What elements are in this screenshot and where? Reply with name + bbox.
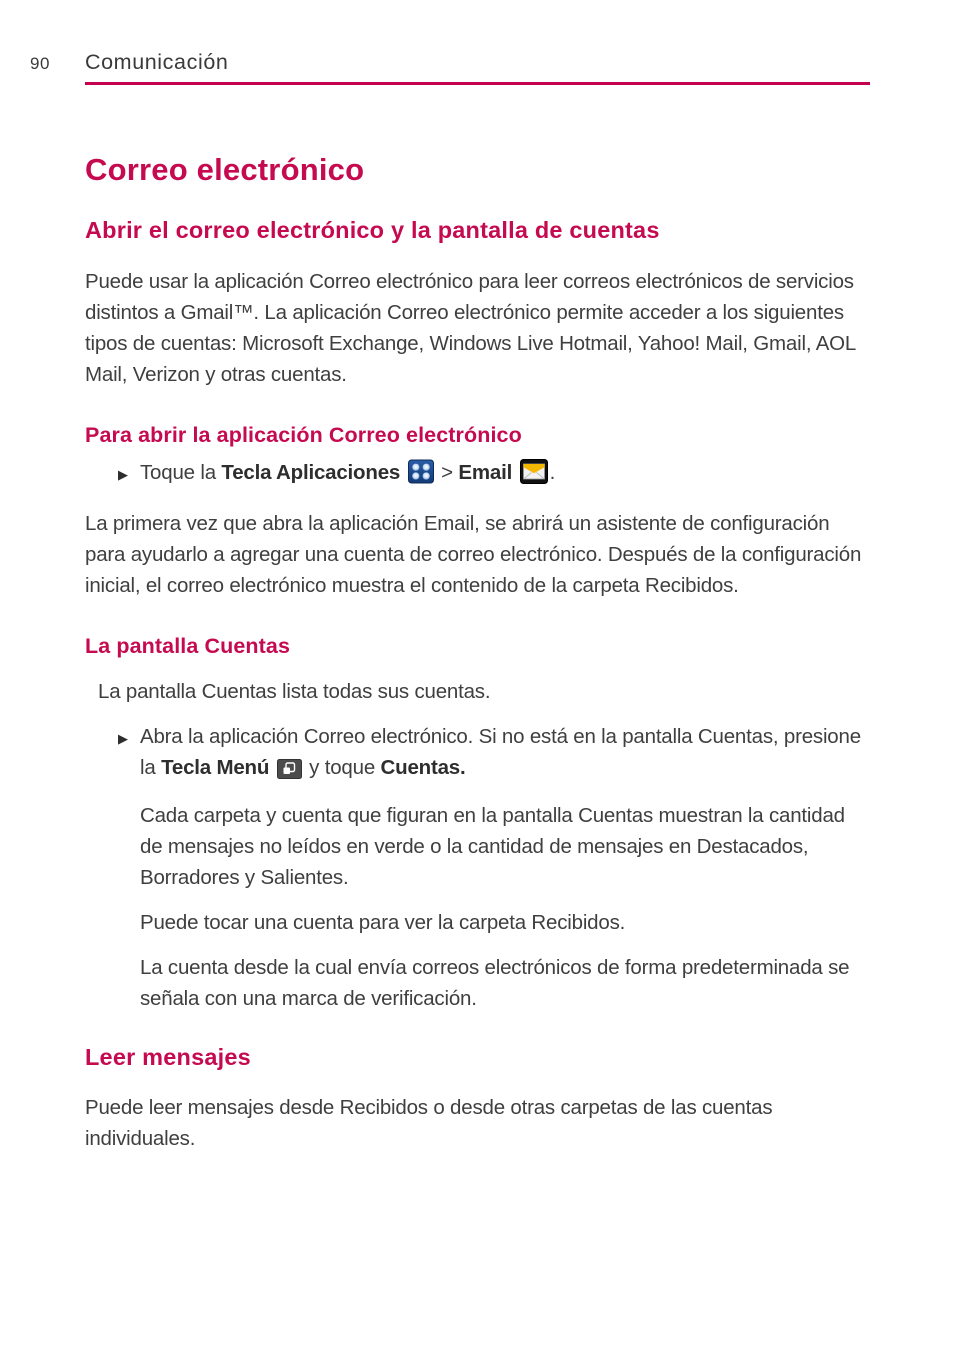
bullet-text-mid: > [435,461,459,484]
email-app-icon [520,459,548,494]
key-label-menu: Tecla Menú [161,756,270,779]
paragraph-touch-account: Puede tocar una cuenta para ver la carpeta Recibidos. [140,911,626,934]
chapter-title: Comunicación [85,50,229,74]
paragraph-lead: La pantalla Cuentas lista todas sus cuentas. [98,680,491,703]
page-title: Correo electrónico [85,152,365,187]
bullet-text-end: . [549,461,556,484]
bullet-open-email [85,457,870,494]
bullet-text-pre: Abra la aplicación Correo electrónico. Si no está en la pantalla Cuentas, presione la [140,725,861,779]
paragraph-intro: Puede usar la aplicación Correo electrónico para leer correos electrónicos de servicios distintos a Gmail™. La aplicación Correo electrónico permite acceder a los siguientes tipos de cuentas: Microsoft Exchange, Windows Live Hotmail, Yahoo! Mail, Gmail, AOL Mail, Verizon y otras cuentas. [85,270,856,386]
paragraph-first-time: La primera vez que abra la aplicación Email, se abrirá un asistente de configuración para ayudarlo a agregar una cuenta de correo electrónico. Después de la configuración inicial, el correo electrónico muestra el contenido de la carpeta Recibidos. [85,512,862,597]
bullet-triangle-icon: ▶ [118,731,128,746]
paragraph-default-account: La cuenta desde la cual envía correos electrónicos de forma predeterminada se señala con una marca de verificación. [140,956,850,1010]
key-label-aplicaciones: Tecla Aplicaciones [221,461,401,484]
bullet-open-accounts [85,721,870,788]
bullet-text-pre: Toque la [140,461,222,484]
bullet-triangle-icon: ▶ [118,467,128,482]
paragraph-folders: Cada carpeta y cuenta que figuran en la pantalla Cuentas muestran la cantidad de mensajes no leídos en verde o la cantidad de mensajes en Destacados, Borradores y Salientes. [140,804,845,889]
menu-key-icon [277,757,302,788]
heading-para-abrir: Para abrir la aplicación Correo electrónico [85,423,522,447]
heading-pantalla-cuentas: La pantalla Cuentas [85,634,291,658]
menu-item-cuentas: Cuentas. [380,756,466,779]
heading-leer-mensajes: Leer mensajes [85,1044,251,1070]
heading-abrir-correo: Abrir el correo electrónico y la pantalla de cuentas [85,217,660,243]
running-header [30,0,870,85]
bullet-text-mid: y toque [303,756,381,779]
paragraph-leer: Puede leer mensajes desde Recibidos o desde otras carpetas de las cuentas individuales. [85,1096,773,1150]
page-content [85,151,870,1154]
key-label-email: Email [458,461,513,484]
page-number: 90 [30,54,50,73]
apps-key-icon [408,459,434,494]
